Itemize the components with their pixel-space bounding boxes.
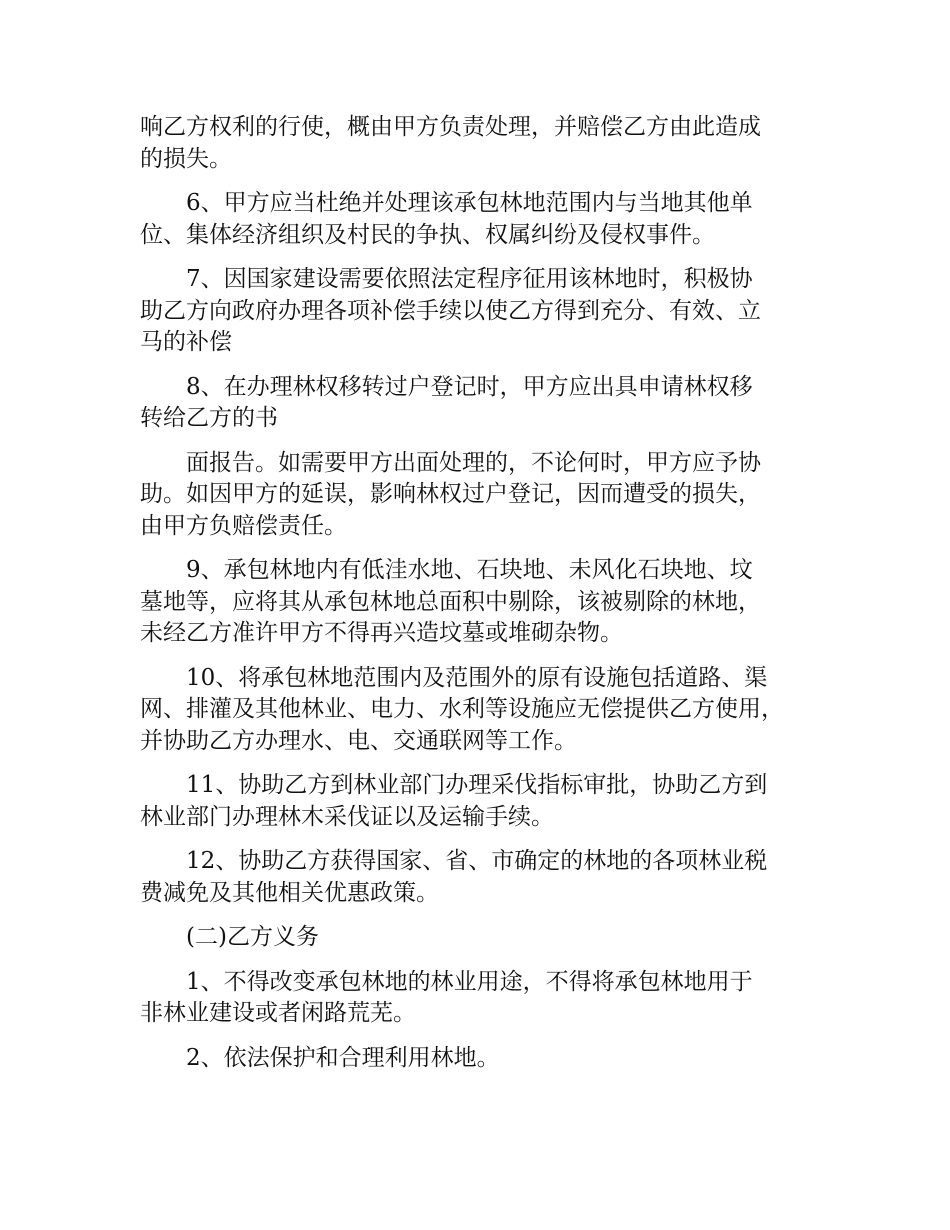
text-line: 9、承包林地内有低洼水地、石块地、未风化石块地、坟 <box>186 557 753 583</box>
paragraph <box>140 967 830 1030</box>
document-page <box>140 112 830 1087</box>
text-line: 1、不得改变承包林地的林业用途，不得将承包林地用于 <box>186 968 753 995</box>
text-line: 并协助乙方办理水、电、交通联网等工作。 <box>140 727 577 754</box>
paragraph <box>140 922 830 954</box>
text-line: 转给乙方的书 <box>140 405 278 431</box>
text-line: 网、排灌及其他林业、电力、水利等设施应无偿提供乙方使用， <box>140 696 784 722</box>
text-line: (二)乙方义务 <box>186 924 319 950</box>
paragraph <box>140 770 830 833</box>
paragraph <box>140 372 830 435</box>
text-line: 12、协助乙方获得国家、省、市确定的林地的各项林业税 <box>186 848 768 874</box>
text-line: 2、依法保护和合理利用林地。 <box>186 1044 500 1071</box>
text-line: 费减免及其他相关优惠政策。 <box>140 879 439 906</box>
text-line: 8、在办理林权移转过户登记时，甲方应出具申请林权移 <box>186 373 753 400</box>
text-line: 马的补偿 <box>140 329 232 355</box>
paragraph <box>140 663 830 758</box>
paragraph <box>140 448 830 543</box>
paragraph <box>140 555 830 650</box>
text-line: 面报告。如需要甲方出面处理的，不论何时，甲方应予协 <box>186 449 761 476</box>
text-line: 6、甲方应当杜绝并处理该承包林地范围内与当地其他单 <box>186 190 753 216</box>
paragraph <box>140 846 830 909</box>
text-line: 林业部门办理林木采伐证以及运输手续。 <box>140 803 554 830</box>
text-line: 11、协助乙方到林业部门办理采伐指标审批，协助乙方到 <box>186 772 768 798</box>
text-line: 由甲方负赔偿责任。 <box>140 512 347 539</box>
text-line: 7、因国家建设需要依照法定程序征用该林地时，积极协 <box>186 266 753 292</box>
paragraph <box>140 1043 830 1075</box>
text-line: 响乙方权利的行使，概由甲方负责处理，并赔偿乙方由此造成 <box>140 114 761 140</box>
paragraph <box>140 264 830 359</box>
text-line: 未经乙方准许甲方不得再兴造坟墓或堆砌杂物。 <box>140 620 623 646</box>
text-line: 墓地等，应将其从承包林地总面积中剔除，该被剔除的林地， <box>140 588 761 615</box>
text-line: 助。如因甲方的延误，影响林权过户登记，因而遭受的损失， <box>140 481 761 507</box>
text-line: 非林业建设或者闲路荒芜。 <box>140 1000 416 1026</box>
text-line: 位、集体经济组织及村民的争执、权属纠纷及侵权事件。 <box>140 221 715 248</box>
text-line: 的损失。 <box>140 145 232 172</box>
text-line: 10、将承包林地范围内及范围外的原有设施包括道路、渠 <box>186 664 768 691</box>
text-line: 助乙方向政府办理各项补偿手续以使乙方得到充分、有效、立 <box>140 297 761 324</box>
paragraph <box>140 188 830 251</box>
paragraph <box>140 112 830 175</box>
